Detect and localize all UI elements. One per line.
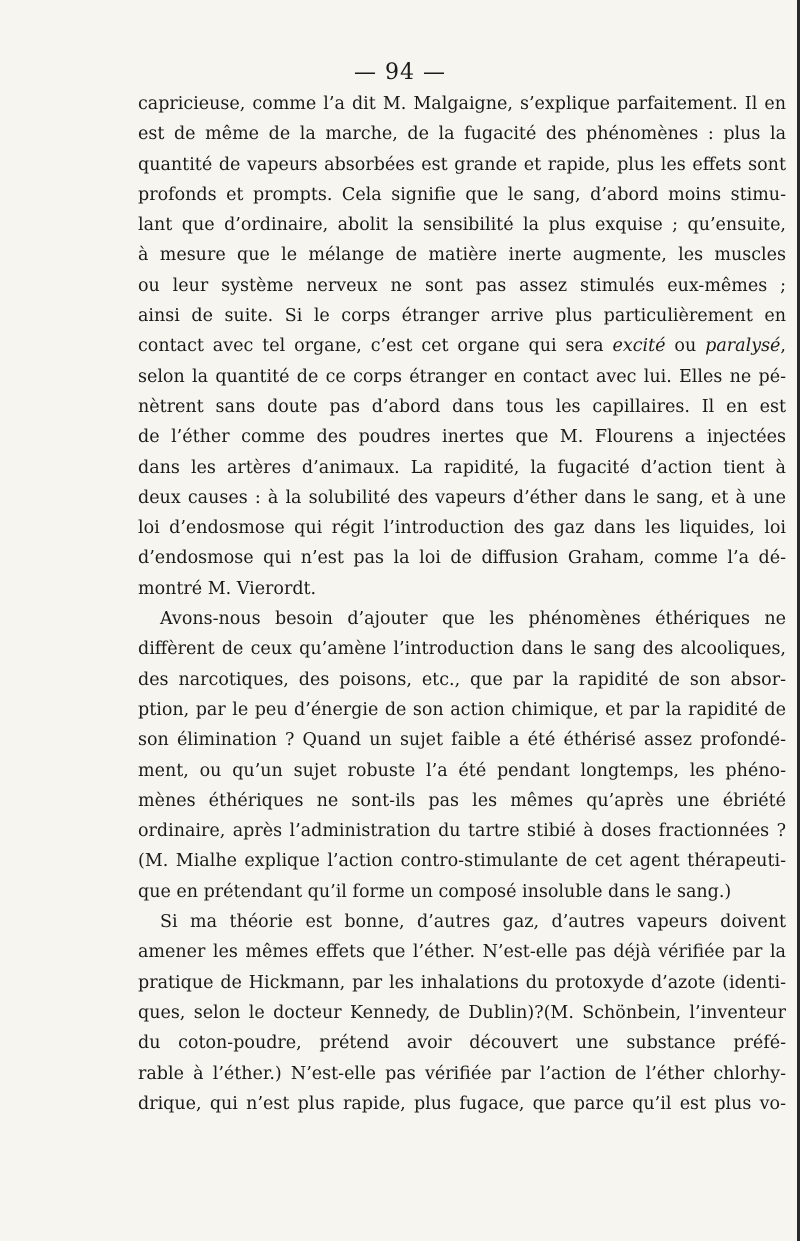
text-line: loi d’endosmose qui régit l’introduction des gaz dans les liquides, loi xyxy=(138,518,786,539)
text-line: à mesure que le mélange de matière inerte augmente, les muscles xyxy=(138,245,786,266)
text-line: capricieuse, comme l’a dit M. Malgaigne, s’explique parfaitement. Il en xyxy=(138,94,786,114)
text-line: lant que d’ordinaire, abolit la sensibilité la plus exquise ; qu’ensuite, xyxy=(138,215,786,236)
text-line: diffèrent de ceux qu’amène l’introduction dans le sang des alcooliques, xyxy=(138,639,786,660)
text-line: d’endosmose qui n’est pas la loi de diffusion Graham, comme l’a dé- xyxy=(138,548,786,569)
text-line: montré M. Vierordt. xyxy=(138,578,317,599)
text-line: drique, qui n’est plus rapide, plus fugace, que parce qu’il est plus vo- xyxy=(138,1093,786,1114)
text-line: nètrent sans doute pas d’abord dans tous les capillaires. Il en est xyxy=(138,396,786,417)
text-line: ques, selon le docteur Kennedy, de Dublin)?(M. Schönbein, l’inventeur xyxy=(138,1002,786,1023)
text-line: pratique de Hickmann, par les inhalations du protoxyde d’azote (identi- xyxy=(138,972,786,993)
text-line: des narcotiques, des poisons, etc., que par la rapidité de son absor- xyxy=(138,669,786,690)
text-line: ment, ou qu’un sujet robuste l’a été pendant longtemps, les phéno- xyxy=(138,760,786,781)
text-line: ainsi de suite. Si le corps étranger arrive plus particulièrement en xyxy=(138,306,786,327)
page-number: — 94 — xyxy=(354,60,446,85)
text-line: dans les artères d’animaux. La rapidité, la fugacité d’action tient à xyxy=(138,457,786,478)
text-line: est de même de la marche, de la fugacité des phénomènes : plus la xyxy=(138,124,786,145)
text-line: selon la quantité de ce corps étranger en contact avec lui. Elles ne pé- xyxy=(138,366,786,387)
text-line: rable à l’éther.) N’est-elle pas vérifiée par l’action de l’éther chlorhy- xyxy=(138,1063,786,1084)
text-line: du coton-poudre, prétend avoir découvert une substance préfé- xyxy=(138,1033,786,1054)
text-line: contact avec tel organe, c’est cet organe qui sera excité ou paralysé, xyxy=(138,336,786,357)
text-line: mènes éthériques ne sont-ils pas les mêmes qu’après une ébriété xyxy=(138,790,786,811)
text-line: profonds et prompts. Cela signifie que le sang, d’abord moins stimu- xyxy=(138,184,786,205)
text-line: deux causes : à la solubilité des vapeurs d’éther dans le sang, et à une xyxy=(138,487,786,508)
text-line: Si ma théorie est bonne, d’autres gaz, d’autres vapeurs doivent xyxy=(160,912,786,933)
text-line: quantité de vapeurs absorbées est grande et rapide, plus les effets sont xyxy=(138,154,786,175)
text-line: son élimination ? Quand un sujet faible a été éthérisé assez profondé- xyxy=(138,730,786,751)
text-line: ption, par le peu d’énergie de son action chimique, et par la rapidité de xyxy=(138,699,786,720)
text-line: ordinaire, après l’administration du tartre stibié à doses fractionnées ? xyxy=(138,821,786,842)
text-line: de l’éther comme des poudres inertes que M. Flourens a injectées xyxy=(138,427,786,448)
text-line: que en prétendant qu’il forme un composé insoluble dans le sang.) xyxy=(138,881,732,902)
text-line: amener les mêmes effets que l’éther. N’est-elle pas déjà vérifiée par la xyxy=(138,942,786,963)
body-text xyxy=(138,89,786,1119)
text-line: (M. Mialhe explique l’action contro-stimulante de cet agent thérapeuti- xyxy=(138,851,786,872)
text-line: ou leur système nerveux ne sont pas assez stimulés eux-mêmes ; xyxy=(138,275,786,296)
text-line: Avons-nous besoin d’ajouter que les phénomènes éthériques ne xyxy=(160,609,786,630)
